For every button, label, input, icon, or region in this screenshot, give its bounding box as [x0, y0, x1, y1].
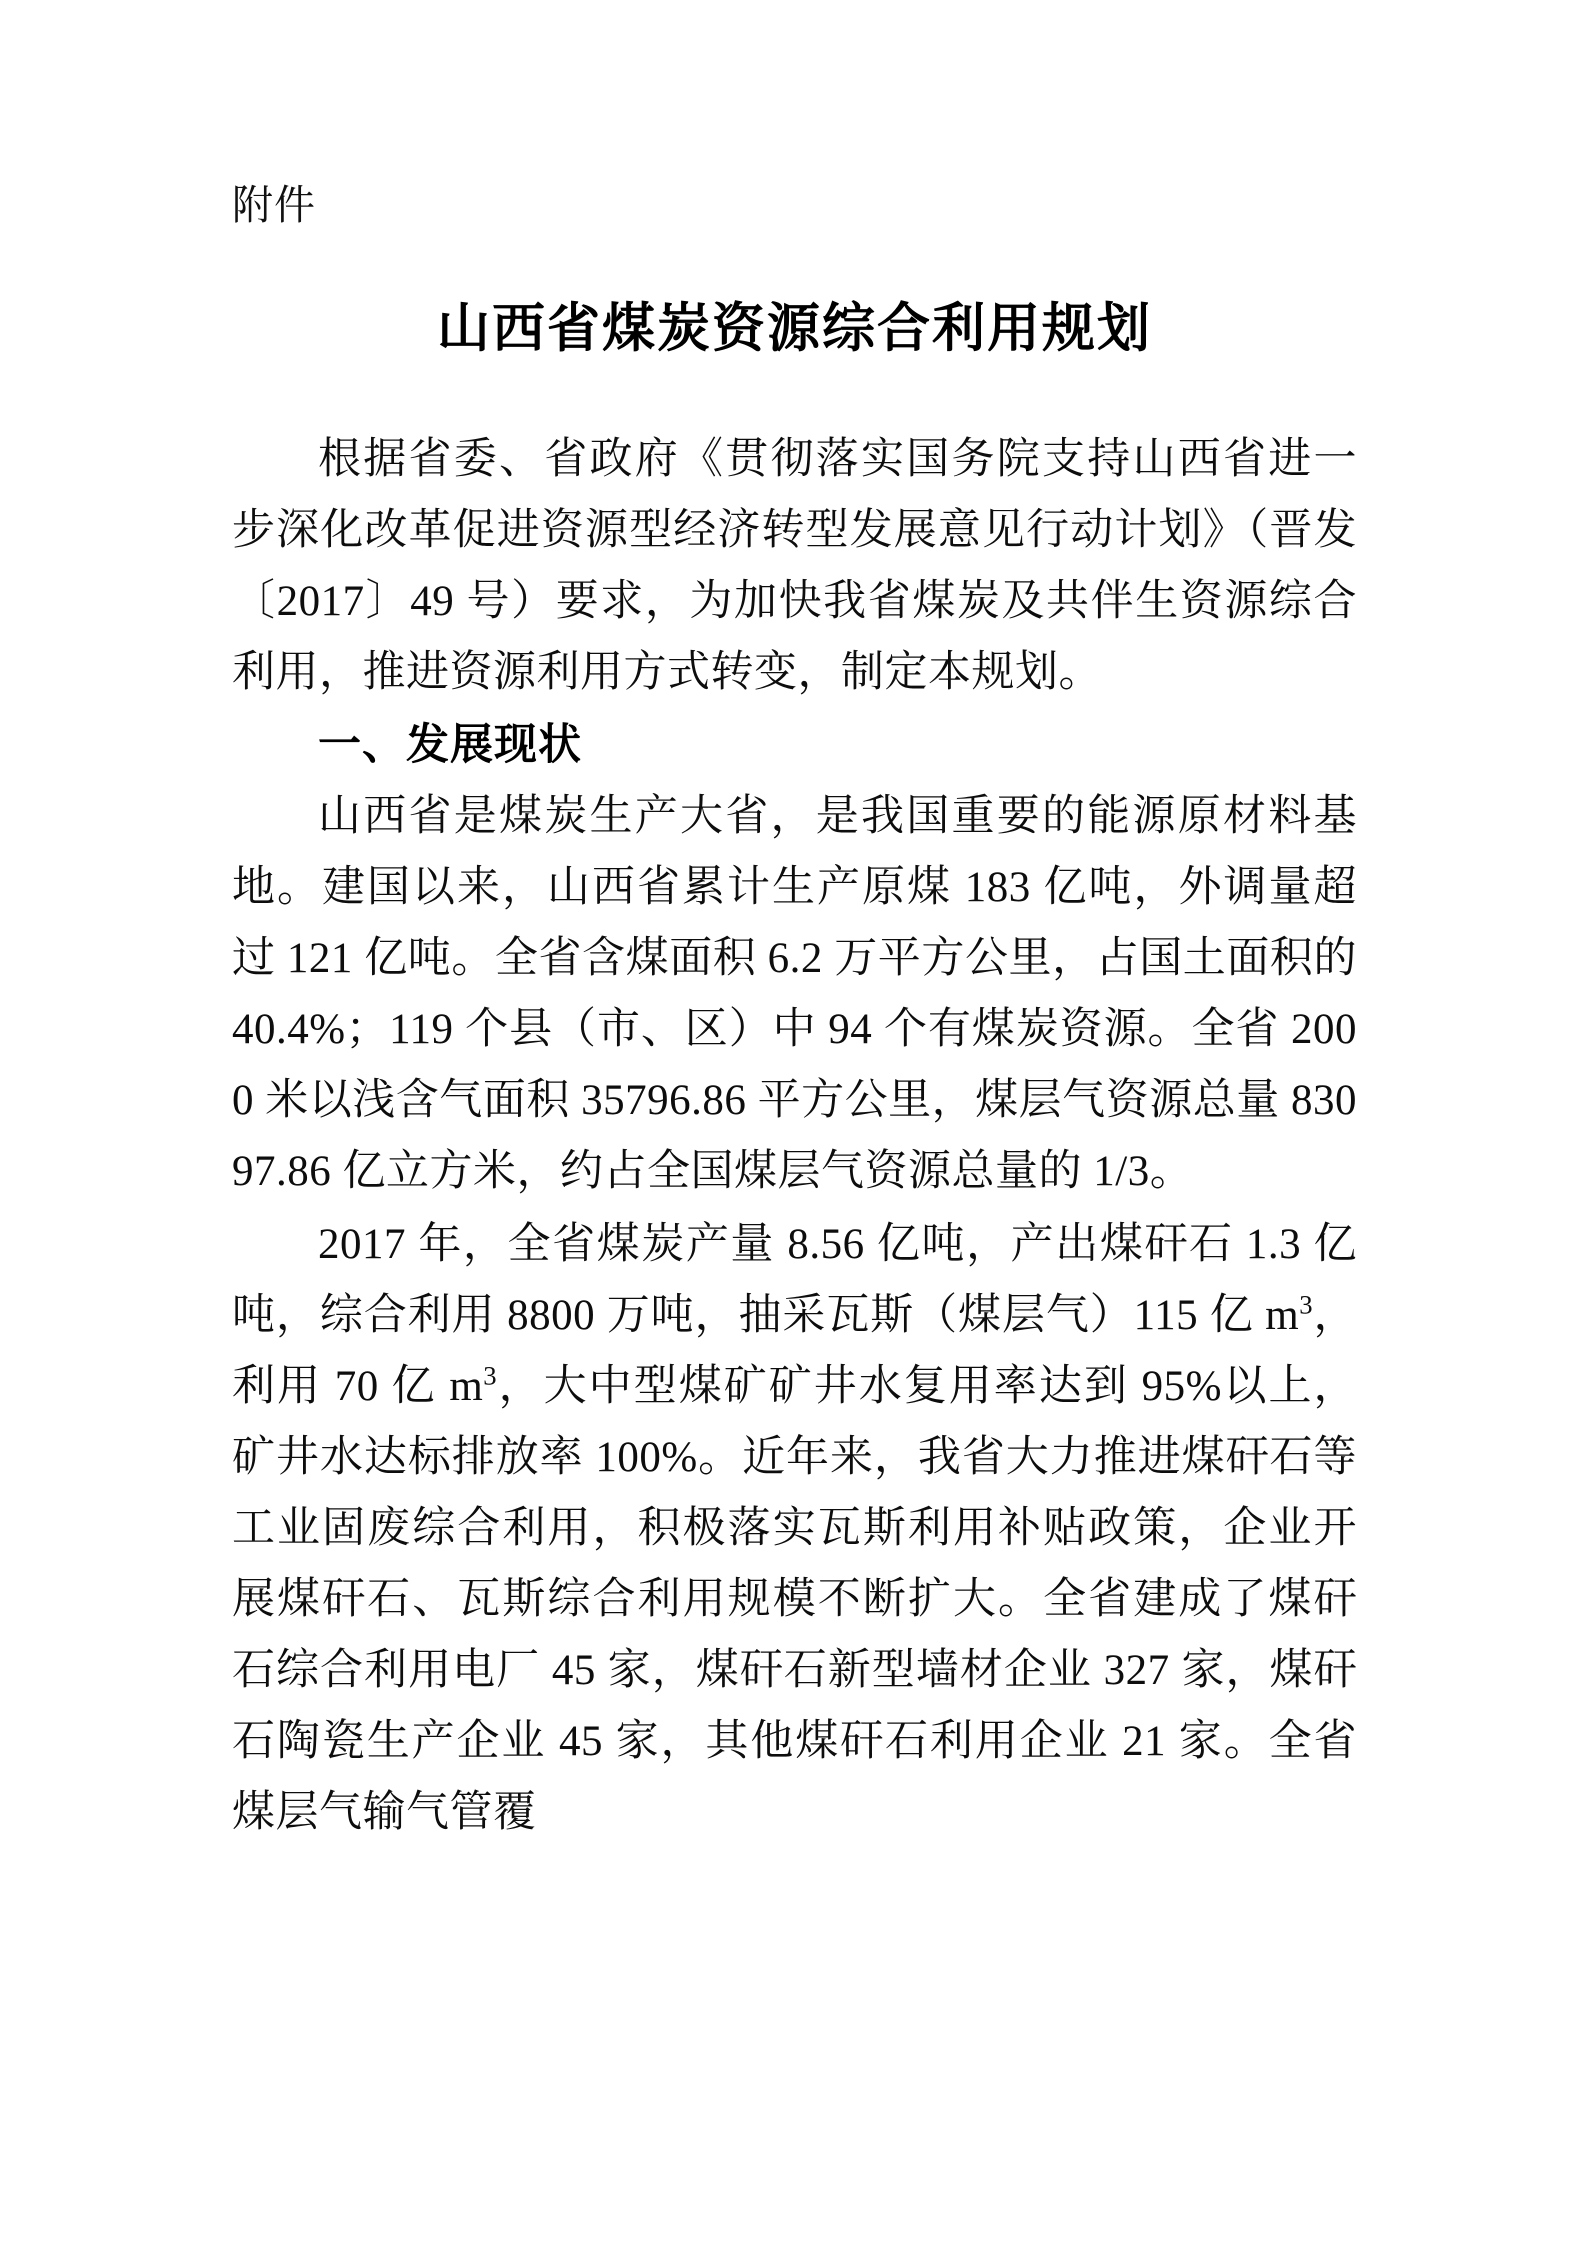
page-title: 山西省煤炭资源综合利用规划 [437, 299, 1152, 358]
attachment-label: 附件 [232, 182, 316, 228]
paragraph-current-status-2: 2017 年，全省煤炭产量 8.56 亿吨，产出煤矸石 1.3 亿吨，综合利用 8800 万吨，抽采瓦斯（煤层气）115 亿 $m^3$，利用 70 亿 $m^3$，大中型煤矿矿井水复用率达到 95%以上，矿井水达标排放率 100%。近年来，我省大力推进煤矸石等工业固废综合利用，积极落实瓦斯利用补贴政策，企业开展煤矸石、瓦斯综合利用规模不断扩大。全省建成了煤矸石综合利用电厂 45 家，煤矸石新型墙材企业 327 家，煤矸石陶瓷生产企业 45 家，其他煤矸石利用企业 21 家。全省煤层气输气管覆 [232, 1221, 1358, 1836]
section-heading-1: 一、发展现状 [318, 721, 582, 769]
page-content [232, 182, 1358, 1850]
paragraph-current-status-1: 山西省是煤炭生产大省，是我国重要的能源原材料基地。建国以来，山西省累计生产原煤 183 亿吨，外调量超过 121 亿吨。全省含煤面积 6.2 万平方公里，占国土面积的 40.4%；119 个县（市、区）中 94 个有煤炭资源。全省 2000 米以浅含气面积 35796.86 平方公里，煤层气资源总量 83097.86 亿立方米，约占全国煤层气资源总量的 1/3。 [232, 793, 1357, 1195]
superscript: 3 [483, 1360, 498, 1391]
superscript: 3 [1299, 1289, 1314, 1320]
paragraph-intro: 根据省委、省政府《贯彻落实国务院支持山西省进一步深化改革促进资源型经济转型发展意见行动计划》（晋发〔2017〕49 号）要求，为加快我省煤炭及共伴生资源综合利用，推进资源利用方式转变，制定本规划。 [232, 436, 1357, 696]
